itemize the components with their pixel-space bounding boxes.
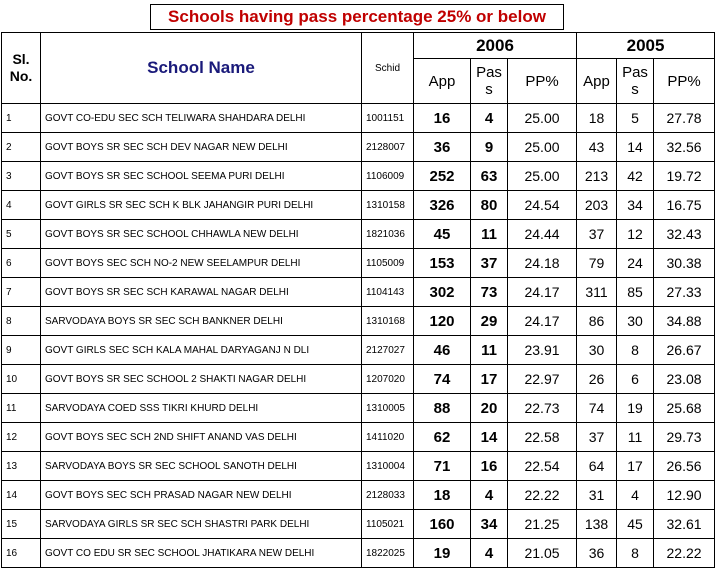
- school-name-cell: SARVODAYA BOYS SR SEC SCH BANKNER DELHI: [41, 307, 362, 336]
- school-name-cell: GOVT CO EDU SR SEC SCHOOL JHATIKARA NEW DELHI: [41, 539, 362, 568]
- school-name-cell: GOVT BOYS SR SEC SCH KARAWAL NAGAR DELHI: [41, 278, 362, 307]
- pp-2005-cell: 34.88: [654, 307, 715, 336]
- pass-2006-cell: 16: [471, 452, 508, 481]
- app-2005-cell: 138: [577, 510, 617, 539]
- app-2006-cell: 62: [414, 423, 471, 452]
- app-2006-cell: 326: [414, 191, 471, 220]
- pp-2006-cell: 22.58: [508, 423, 577, 452]
- school-name-cell: GOVT BOYS SEC SCH PRASAD NAGAR NEW DELHI: [41, 481, 362, 510]
- schid-cell: 2127027: [362, 336, 414, 365]
- header-sl-no: Sl. No.: [2, 33, 41, 104]
- app-2006-cell: 160: [414, 510, 471, 539]
- app-2005-cell: 30: [577, 336, 617, 365]
- app-2006-cell: 19: [414, 539, 471, 568]
- table-row: [2, 452, 715, 481]
- sl-no-cell: 14: [2, 481, 41, 510]
- header-schid: Schid: [362, 33, 414, 104]
- school-name-cell: SARVODAYA GIRLS SR SEC SCH SHASTRI PARK DELHI: [41, 510, 362, 539]
- pass-2005-cell: 8: [617, 336, 654, 365]
- schid-cell: 2128007: [362, 133, 414, 162]
- pp-2005-cell: 12.90: [654, 481, 715, 510]
- app-2005-cell: 203: [577, 191, 617, 220]
- school-name-cell: SARVODAYA COED SSS TIKRI KHURD DELHI: [41, 394, 362, 423]
- pp-2006-cell: 21.05: [508, 539, 577, 568]
- schid-cell: 1310004: [362, 452, 414, 481]
- app-2006-cell: 153: [414, 249, 471, 278]
- pp-2006-cell: 22.97: [508, 365, 577, 394]
- table-row: [2, 365, 715, 394]
- schid-cell: 2128033: [362, 481, 414, 510]
- sl-no-cell: 3: [2, 162, 41, 191]
- pp-2005-cell: 26.56: [654, 452, 715, 481]
- school-name-cell: GOVT BOYS SR SEC SCHOOL SEEMA PURI DELHI: [41, 162, 362, 191]
- sl-no-cell: 9: [2, 336, 41, 365]
- sl-no-cell: 13: [2, 452, 41, 481]
- pass-2005-cell: 17: [617, 452, 654, 481]
- pp-2005-cell: 27.33: [654, 278, 715, 307]
- table-row: [2, 510, 715, 539]
- school-name-cell: GOVT BOYS SEC SCH NO-2 NEW SEELAMPUR DELHI: [41, 249, 362, 278]
- sl-no-cell: 16: [2, 539, 41, 568]
- pp-2005-cell: 29.73: [654, 423, 715, 452]
- school-name-cell: GOVT GIRLS SEC SCH KALA MAHAL DARYAGANJ N DLI: [41, 336, 362, 365]
- pass-2006-cell: 34: [471, 510, 508, 539]
- schid-cell: 1104143: [362, 278, 414, 307]
- header-pass-2006: Pas s: [471, 59, 508, 104]
- schools-table: [1, 32, 715, 568]
- app-2005-cell: 37: [577, 423, 617, 452]
- app-2006-cell: 36: [414, 133, 471, 162]
- pp-2005-cell: 16.75: [654, 191, 715, 220]
- pp-2005-cell: 30.38: [654, 249, 715, 278]
- table-row: [2, 249, 715, 278]
- pass-2005-cell: 8: [617, 539, 654, 568]
- pass-2006-cell: 73: [471, 278, 508, 307]
- app-2005-cell: 26: [577, 365, 617, 394]
- school-name-cell: GOVT CO-EDU SEC SCH TELIWARA SHAHDARA DELHI: [41, 104, 362, 133]
- table-row: [2, 104, 715, 133]
- sl-no-cell: 8: [2, 307, 41, 336]
- pp-2006-cell: 23.91: [508, 336, 577, 365]
- pass-2006-cell: 20: [471, 394, 508, 423]
- table-row: [2, 394, 715, 423]
- school-name-cell: GOVT GIRLS SR SEC SCH K BLK JAHANGIR PURI DELHI: [41, 191, 362, 220]
- schid-cell: 1001151: [362, 104, 414, 133]
- pass-2005-cell: 4: [617, 481, 654, 510]
- sl-no-cell: 4: [2, 191, 41, 220]
- pp-2006-cell: 22.73: [508, 394, 577, 423]
- pp-2006-cell: 25.00: [508, 162, 577, 191]
- sl-no-cell: 15: [2, 510, 41, 539]
- schid-cell: 1105009: [362, 249, 414, 278]
- header-app-2006: App: [414, 59, 471, 104]
- pass-2006-cell: 17: [471, 365, 508, 394]
- app-2006-cell: 18: [414, 481, 471, 510]
- schid-cell: 1310158: [362, 191, 414, 220]
- table-row: [2, 307, 715, 336]
- header-year-2005: 2005: [577, 33, 715, 59]
- pass-2005-cell: 30: [617, 307, 654, 336]
- pass-2006-cell: 9: [471, 133, 508, 162]
- pp-2005-cell: 26.67: [654, 336, 715, 365]
- table-body: [2, 104, 715, 568]
- schid-cell: 1821036: [362, 220, 414, 249]
- app-2005-cell: 43: [577, 133, 617, 162]
- pass-2006-cell: 63: [471, 162, 508, 191]
- app-2006-cell: 46: [414, 336, 471, 365]
- pp-2006-cell: 21.25: [508, 510, 577, 539]
- pp-2005-cell: 19.72: [654, 162, 715, 191]
- app-2005-cell: 18: [577, 104, 617, 133]
- pass-2006-cell: 11: [471, 336, 508, 365]
- header-pp-2005: PP%: [654, 59, 715, 104]
- app-2005-cell: 37: [577, 220, 617, 249]
- pass-2005-cell: 12: [617, 220, 654, 249]
- pass-2005-cell: 6: [617, 365, 654, 394]
- pp-2005-cell: 32.56: [654, 133, 715, 162]
- pass-2005-cell: 19: [617, 394, 654, 423]
- sl-no-cell: 5: [2, 220, 41, 249]
- app-2005-cell: 74: [577, 394, 617, 423]
- school-name-cell: GOVT BOYS SR SEC SCHOOL CHHAWLA NEW DELHI: [41, 220, 362, 249]
- pp-2006-cell: 25.00: [508, 133, 577, 162]
- pp-2006-cell: 24.44: [508, 220, 577, 249]
- sl-no-cell: 2: [2, 133, 41, 162]
- table-row: [2, 336, 715, 365]
- header-year-2006: 2006: [414, 33, 577, 59]
- page-title: Schools having pass percentage 25% or below: [150, 4, 564, 30]
- app-2005-cell: 213: [577, 162, 617, 191]
- pp-2005-cell: 23.08: [654, 365, 715, 394]
- pass-2006-cell: 29: [471, 307, 508, 336]
- app-2006-cell: 74: [414, 365, 471, 394]
- table-row: [2, 278, 715, 307]
- app-2005-cell: 79: [577, 249, 617, 278]
- table-row: [2, 423, 715, 452]
- schid-cell: 1822025: [362, 539, 414, 568]
- table-row: [2, 481, 715, 510]
- app-2005-cell: 31: [577, 481, 617, 510]
- sl-no-cell: 7: [2, 278, 41, 307]
- pp-2005-cell: 27.78: [654, 104, 715, 133]
- pass-2005-cell: 45: [617, 510, 654, 539]
- table-row: [2, 220, 715, 249]
- pass-2005-cell: 5: [617, 104, 654, 133]
- pass-2006-cell: 14: [471, 423, 508, 452]
- pass-2006-cell: 37: [471, 249, 508, 278]
- pass-2006-cell: 4: [471, 104, 508, 133]
- sl-no-cell: 12: [2, 423, 41, 452]
- app-2005-cell: 36: [577, 539, 617, 568]
- schid-cell: 1105021: [362, 510, 414, 539]
- school-name-cell: GOVT BOYS SR SEC SCHOOL 2 SHAKTI NAGAR DELHI: [41, 365, 362, 394]
- app-2005-cell: 64: [577, 452, 617, 481]
- pass-2006-cell: 4: [471, 481, 508, 510]
- pp-2005-cell: 32.43: [654, 220, 715, 249]
- header-school-name: School Name: [41, 33, 362, 104]
- pass-2005-cell: 85: [617, 278, 654, 307]
- pass-2006-cell: 11: [471, 220, 508, 249]
- pass-2005-cell: 34: [617, 191, 654, 220]
- pass-2005-cell: 42: [617, 162, 654, 191]
- school-name-cell: GOVT BOYS SR SEC SCH DEV NAGAR NEW DELHI: [41, 133, 362, 162]
- schid-cell: 1310168: [362, 307, 414, 336]
- app-2006-cell: 71: [414, 452, 471, 481]
- pp-2005-cell: 25.68: [654, 394, 715, 423]
- app-2006-cell: 302: [414, 278, 471, 307]
- pass-2005-cell: 11: [617, 423, 654, 452]
- pass-2005-cell: 24: [617, 249, 654, 278]
- pp-2006-cell: 22.54: [508, 452, 577, 481]
- sl-no-cell: 1: [2, 104, 41, 133]
- pp-2005-cell: 22.22: [654, 539, 715, 568]
- pass-2006-cell: 4: [471, 539, 508, 568]
- pp-2006-cell: 24.54: [508, 191, 577, 220]
- pp-2006-cell: 25.00: [508, 104, 577, 133]
- pp-2005-cell: 32.61: [654, 510, 715, 539]
- sl-no-cell: 6: [2, 249, 41, 278]
- app-2006-cell: 16: [414, 104, 471, 133]
- app-2006-cell: 120: [414, 307, 471, 336]
- app-2006-cell: 252: [414, 162, 471, 191]
- header-app-2005: App: [577, 59, 617, 104]
- school-name-cell: GOVT BOYS SEC SCH 2ND SHIFT ANAND VAS DELHI: [41, 423, 362, 452]
- table-row: [2, 162, 715, 191]
- pp-2006-cell: 24.17: [508, 307, 577, 336]
- app-2005-cell: 311: [577, 278, 617, 307]
- table-row: [2, 191, 715, 220]
- app-2006-cell: 45: [414, 220, 471, 249]
- pass-2005-cell: 14: [617, 133, 654, 162]
- pp-2006-cell: 24.17: [508, 278, 577, 307]
- schid-cell: 1207020: [362, 365, 414, 394]
- pp-2006-cell: 22.22: [508, 481, 577, 510]
- schid-cell: 1106009: [362, 162, 414, 191]
- header-pass-2005: Pas s: [617, 59, 654, 104]
- schid-cell: 1411020: [362, 423, 414, 452]
- sl-no-cell: 11: [2, 394, 41, 423]
- sl-no-cell: 10: [2, 365, 41, 394]
- app-2006-cell: 88: [414, 394, 471, 423]
- header-pp-2006: PP%: [508, 59, 577, 104]
- table-row: [2, 133, 715, 162]
- pass-2006-cell: 80: [471, 191, 508, 220]
- pp-2006-cell: 24.18: [508, 249, 577, 278]
- table-row: [2, 539, 715, 568]
- schid-cell: 1310005: [362, 394, 414, 423]
- app-2005-cell: 86: [577, 307, 617, 336]
- school-name-cell: SARVODAYA BOYS SR SEC SCHOOL SANOTH DELHI: [41, 452, 362, 481]
